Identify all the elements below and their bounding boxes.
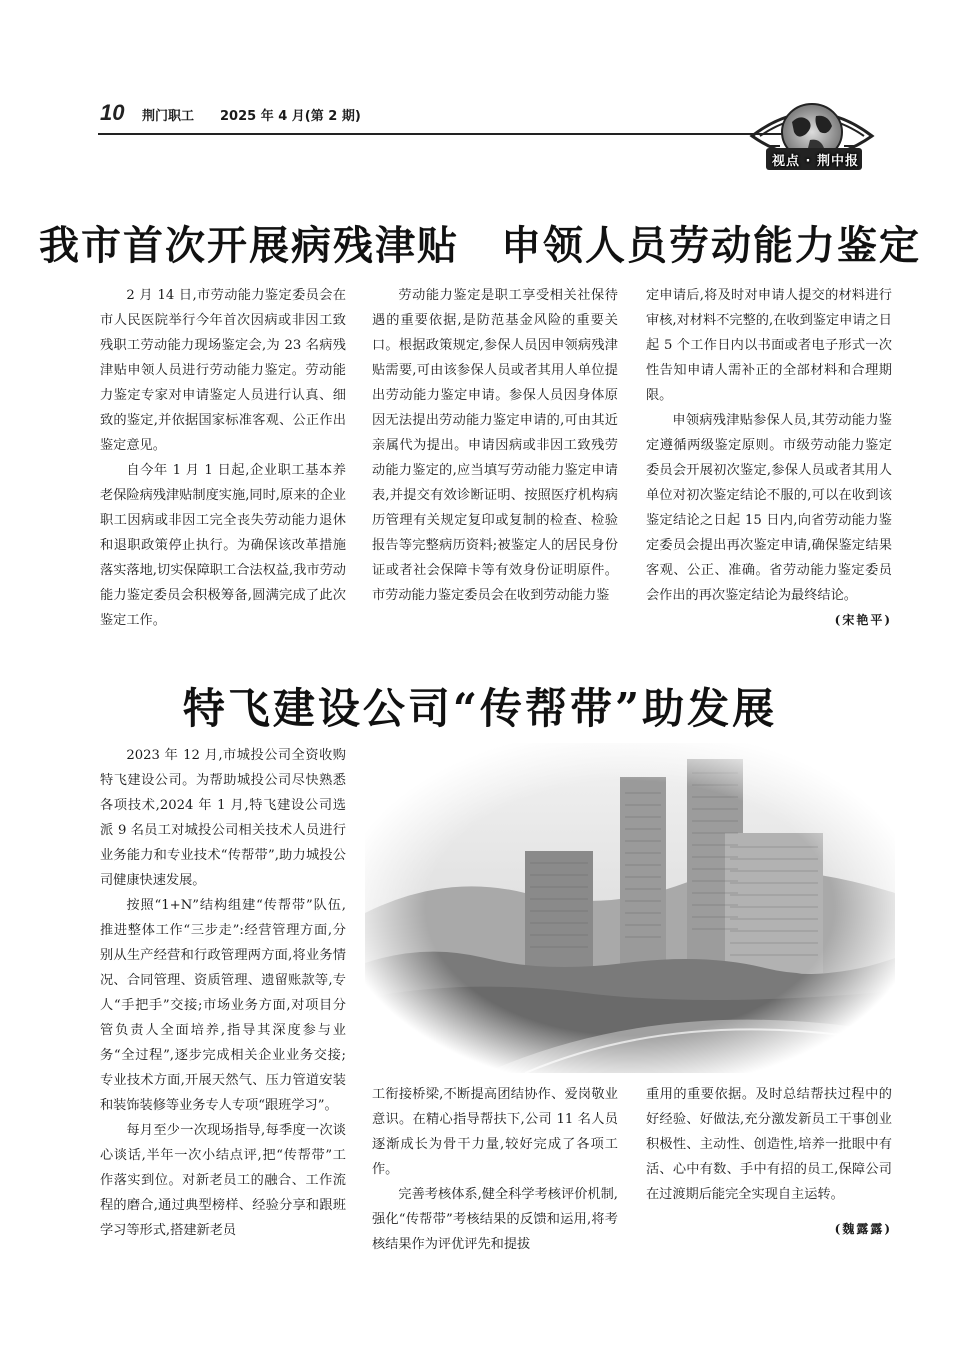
paragraph: 定申请后,将及时对申请人提交的材料进行审核,对材料不完整的,在收到鉴定申请之日起 5 个工作日内以书面或者电子形式一次性告知申请人需补正的全部材料和合理期限。: [646, 288, 892, 403]
article2-column-1: [100, 743, 346, 1243]
article1-byline: (宋艳平): [834, 613, 892, 627]
paragraph: 2023 年 12 月,市城投公司全资收购特飞建设公司。为帮助城投公司尽快熟悉各项技术,2024 年 1 月,特飞建设公司选派 9 名员工对城投公司相关技术人员进行业务能力和专业技术“传帮带”,助力城投公司健康快速发展。: [100, 748, 346, 888]
article1-column-2: [372, 283, 618, 608]
paragraph: 按照“1+N”结构组建“传帮带”队伍,推进整体工作“三步走”:经营管理方面,分别从生产经营和行政管理两方面,将业务情况、合同管理、资质管理、遗留账款等,专人“手把手”交接;市场业务方面,对项目分管负责人全面培养,指导其深度参与业务“全过程”,逐步完成相关企业业务交接;专业技术方面,开展天然气、压力管道安装和装饰装修等业务专人专项“跟班学习”。: [100, 898, 346, 1113]
page-number: 10: [100, 100, 125, 125]
article2-column-2: [372, 1082, 618, 1257]
publication-name: 荆门职工: [142, 109, 195, 124]
article1-column-1: [100, 283, 346, 633]
article1-column-3: [646, 283, 892, 633]
paragraph: 每月至少一次现场指导,每季度一次谈心谈话,半年一次小结点评,把“传帮带”工作落实到位。对新老员工的融合、工作流程的磨合,通过典型榜样、经验分享和跟班学习等形式,搭建新老员: [100, 1123, 346, 1238]
article1-title: 我市首次开展病残津贴 申领人员劳动能力鉴定: [39, 223, 921, 269]
building-photo: [365, 743, 895, 1073]
paragraph: 2 月 14 日,市劳动能力鉴定委员会在市人民医院举行今年首次因病或非因工致残职工劳动能力现场鉴定会,为 23 名病残津贴申领人员进行劳动能力鉴定。劳动能力鉴定专家对申请鉴定人员进行认真、细致的鉴定,并依据国家标准客观、公正作出鉴定意见。: [100, 288, 346, 453]
paragraph: 自今年 1 月 1 日起,企业职工基本养老保险病残津贴制度实施,同时,原来的企业职工因病或非因工完全丧失劳动能力退休和退职政策停止执行。为确保该改革措施落实落地,切实保障职工合法权益,我市劳动能力鉴定委员会积极筹备,圆满完成了此次鉴定工作。: [100, 463, 346, 628]
article2-title: 特飞建设公司“传帮带”助发展: [182, 684, 778, 733]
article2-column-3: [646, 1082, 892, 1242]
paragraph: 申领病残津贴参保人员,其劳动能力鉴定遵循两级鉴定原则。市级劳动能力鉴定委员会开展初次鉴定,参保人员或者其用人单位对初次鉴定结论不服的,可以在收到该鉴定结论之日起 15 日内,向省劳动能力鉴定委员会提出再次鉴定申请,确保鉴定结果客观、公正、准确。省劳动能力鉴定委员会作出的再次鉴定结论为最终结论。: [646, 413, 892, 603]
header-rule: [98, 133, 818, 135]
paragraph: 工衔接桥梁,不断提高团结协作、爱岗敬业意识。在精心指导帮扶下,公司 11 名人员逐渐成长为骨干力量,较好完成了各项工作。: [372, 1087, 618, 1177]
article2-byline: (魏露露): [834, 1222, 892, 1236]
issue-date: 2025 年 4 月(第 2 期): [220, 109, 361, 124]
paragraph: 劳动能力鉴定是职工享受相关社保待遇的重要依据,是防范基金风险的重要关口。根据政策规定,参保人员因申领病残津贴需要,可由该参保人员或者其用人单位提出劳动能力鉴定申请。参保人员因身体原因无法提出劳动能力鉴定申请的,可由其近亲属代为提出。申请因病或非因工致残劳动能力鉴定的,应当填写劳动能力鉴定申请表,并提交有效诊断证明、按照医疗机构病历管理有关规定复印或复制的检查、检验报告等完整病历资料;被鉴定人的居民身份证或者社会保障卡等有效身份证明原件。市劳动能力鉴定委员会在收到劳动能力鉴: [372, 288, 618, 603]
paragraph: 完善考核体系,健全科学考核评价机制,强化“传帮带”考核结果的反馈和运用,将考核结果作为评优评先和提拔: [372, 1187, 618, 1252]
paragraph: 重用的重要依据。及时总结帮扶过程中的好经验、好做法,充分激发新员工干事创业积极性、主动性、创造性,培养一批眼中有活、心中有数、手中有招的员工,保障公司在过渡期后能完全实现自主运转。: [646, 1087, 892, 1202]
logo-text: 视点 · 荆中报: [772, 154, 859, 169]
